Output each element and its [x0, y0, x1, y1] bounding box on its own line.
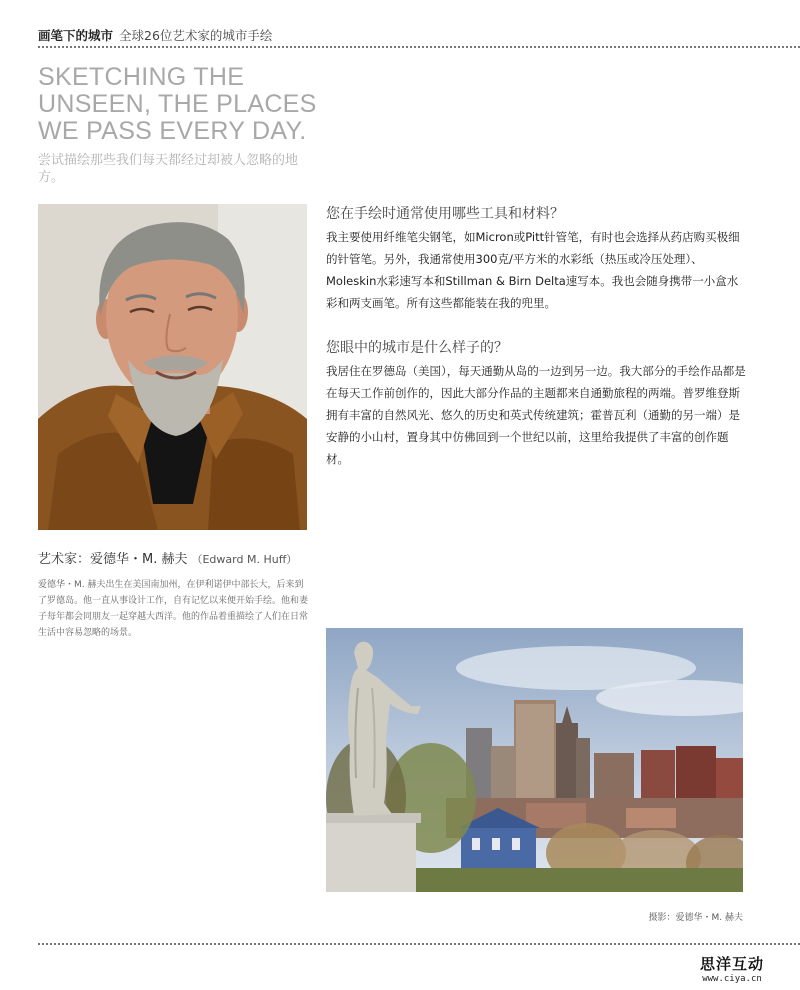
top-dotted-divider: [38, 46, 800, 48]
question-title: 您在手绘时通常使用哪些工具和材料？: [326, 206, 564, 222]
headline-subtitle: 尝试描绘那些我们每天都经过却被人忽略的地方。: [38, 153, 299, 185]
headline-line: UNSEEN, THE PLACES: [38, 90, 317, 118]
photo-credit: 摄影：爱德华・M. 赫夫: [648, 913, 743, 923]
headline: [38, 64, 358, 145]
page-header: [38, 26, 272, 44]
artist-english-name: （Edward M. Huff）: [191, 553, 298, 566]
headline-line: WE PASS EVERY DAY.: [38, 117, 307, 145]
artist-name: [38, 548, 297, 567]
section-subtitle: 全球26位艺术家的城市手绘: [119, 28, 273, 43]
watermark: [692, 953, 772, 984]
bottom-dotted-divider: [38, 943, 800, 945]
artist-portrait-photo: [38, 204, 307, 530]
question-title: 您眼中的城市是什么样子的？: [326, 340, 508, 356]
headline-line: SKETCHING THE: [38, 63, 245, 91]
watermark-url: www.ciya.cn: [702, 974, 762, 984]
section-title: 画笔下的城市: [38, 28, 114, 43]
artist-label: 艺术家：爱德华・M. 赫夫: [38, 552, 188, 567]
city-photo: [326, 628, 743, 892]
answer-text: 我主要使用纤维笔尖钢笔，如Micron或Pitt针管笔，有时也会选择从药店购买极细的针管笔。另外，我通常使用300克/平方米的水彩纸（热压或冷压处理）、Moleskin水彩速写本和Stillman & Birn Delta速写本。我也会随身携带一小盒水彩和两支画笔。所有这些都能装在我的兜里。: [326, 230, 740, 310]
artist-bio: 爱德华・M. 赫夫出生在美国南加州，在伊利诺伊中部长大，后来到了罗德岛。他一直从事设计工作，自有记忆以来便开始手绘。他和妻子每年都会同朋友一起穿越大西洋。他的作品着重描绘了人们在日常生活中容易忽略的场景。: [38, 580, 309, 638]
watermark-name: 思洋互动: [699, 955, 764, 973]
answer-text: 我居住在罗德岛（美国），每天通勤从岛的一边到另一边。我大部分的手绘作品都是在每天工作前创作的，因此大部分作品的主题都来自通勤旅程的两端。普罗维登斯拥有丰富的自然风光、悠久的历史和英式传统建筑；霍普瓦利（通勤的另一端）是安静的小山村，置身其中仿佛回到一个世纪以前，这里给我提供了丰富的创作题材。: [326, 364, 746, 466]
